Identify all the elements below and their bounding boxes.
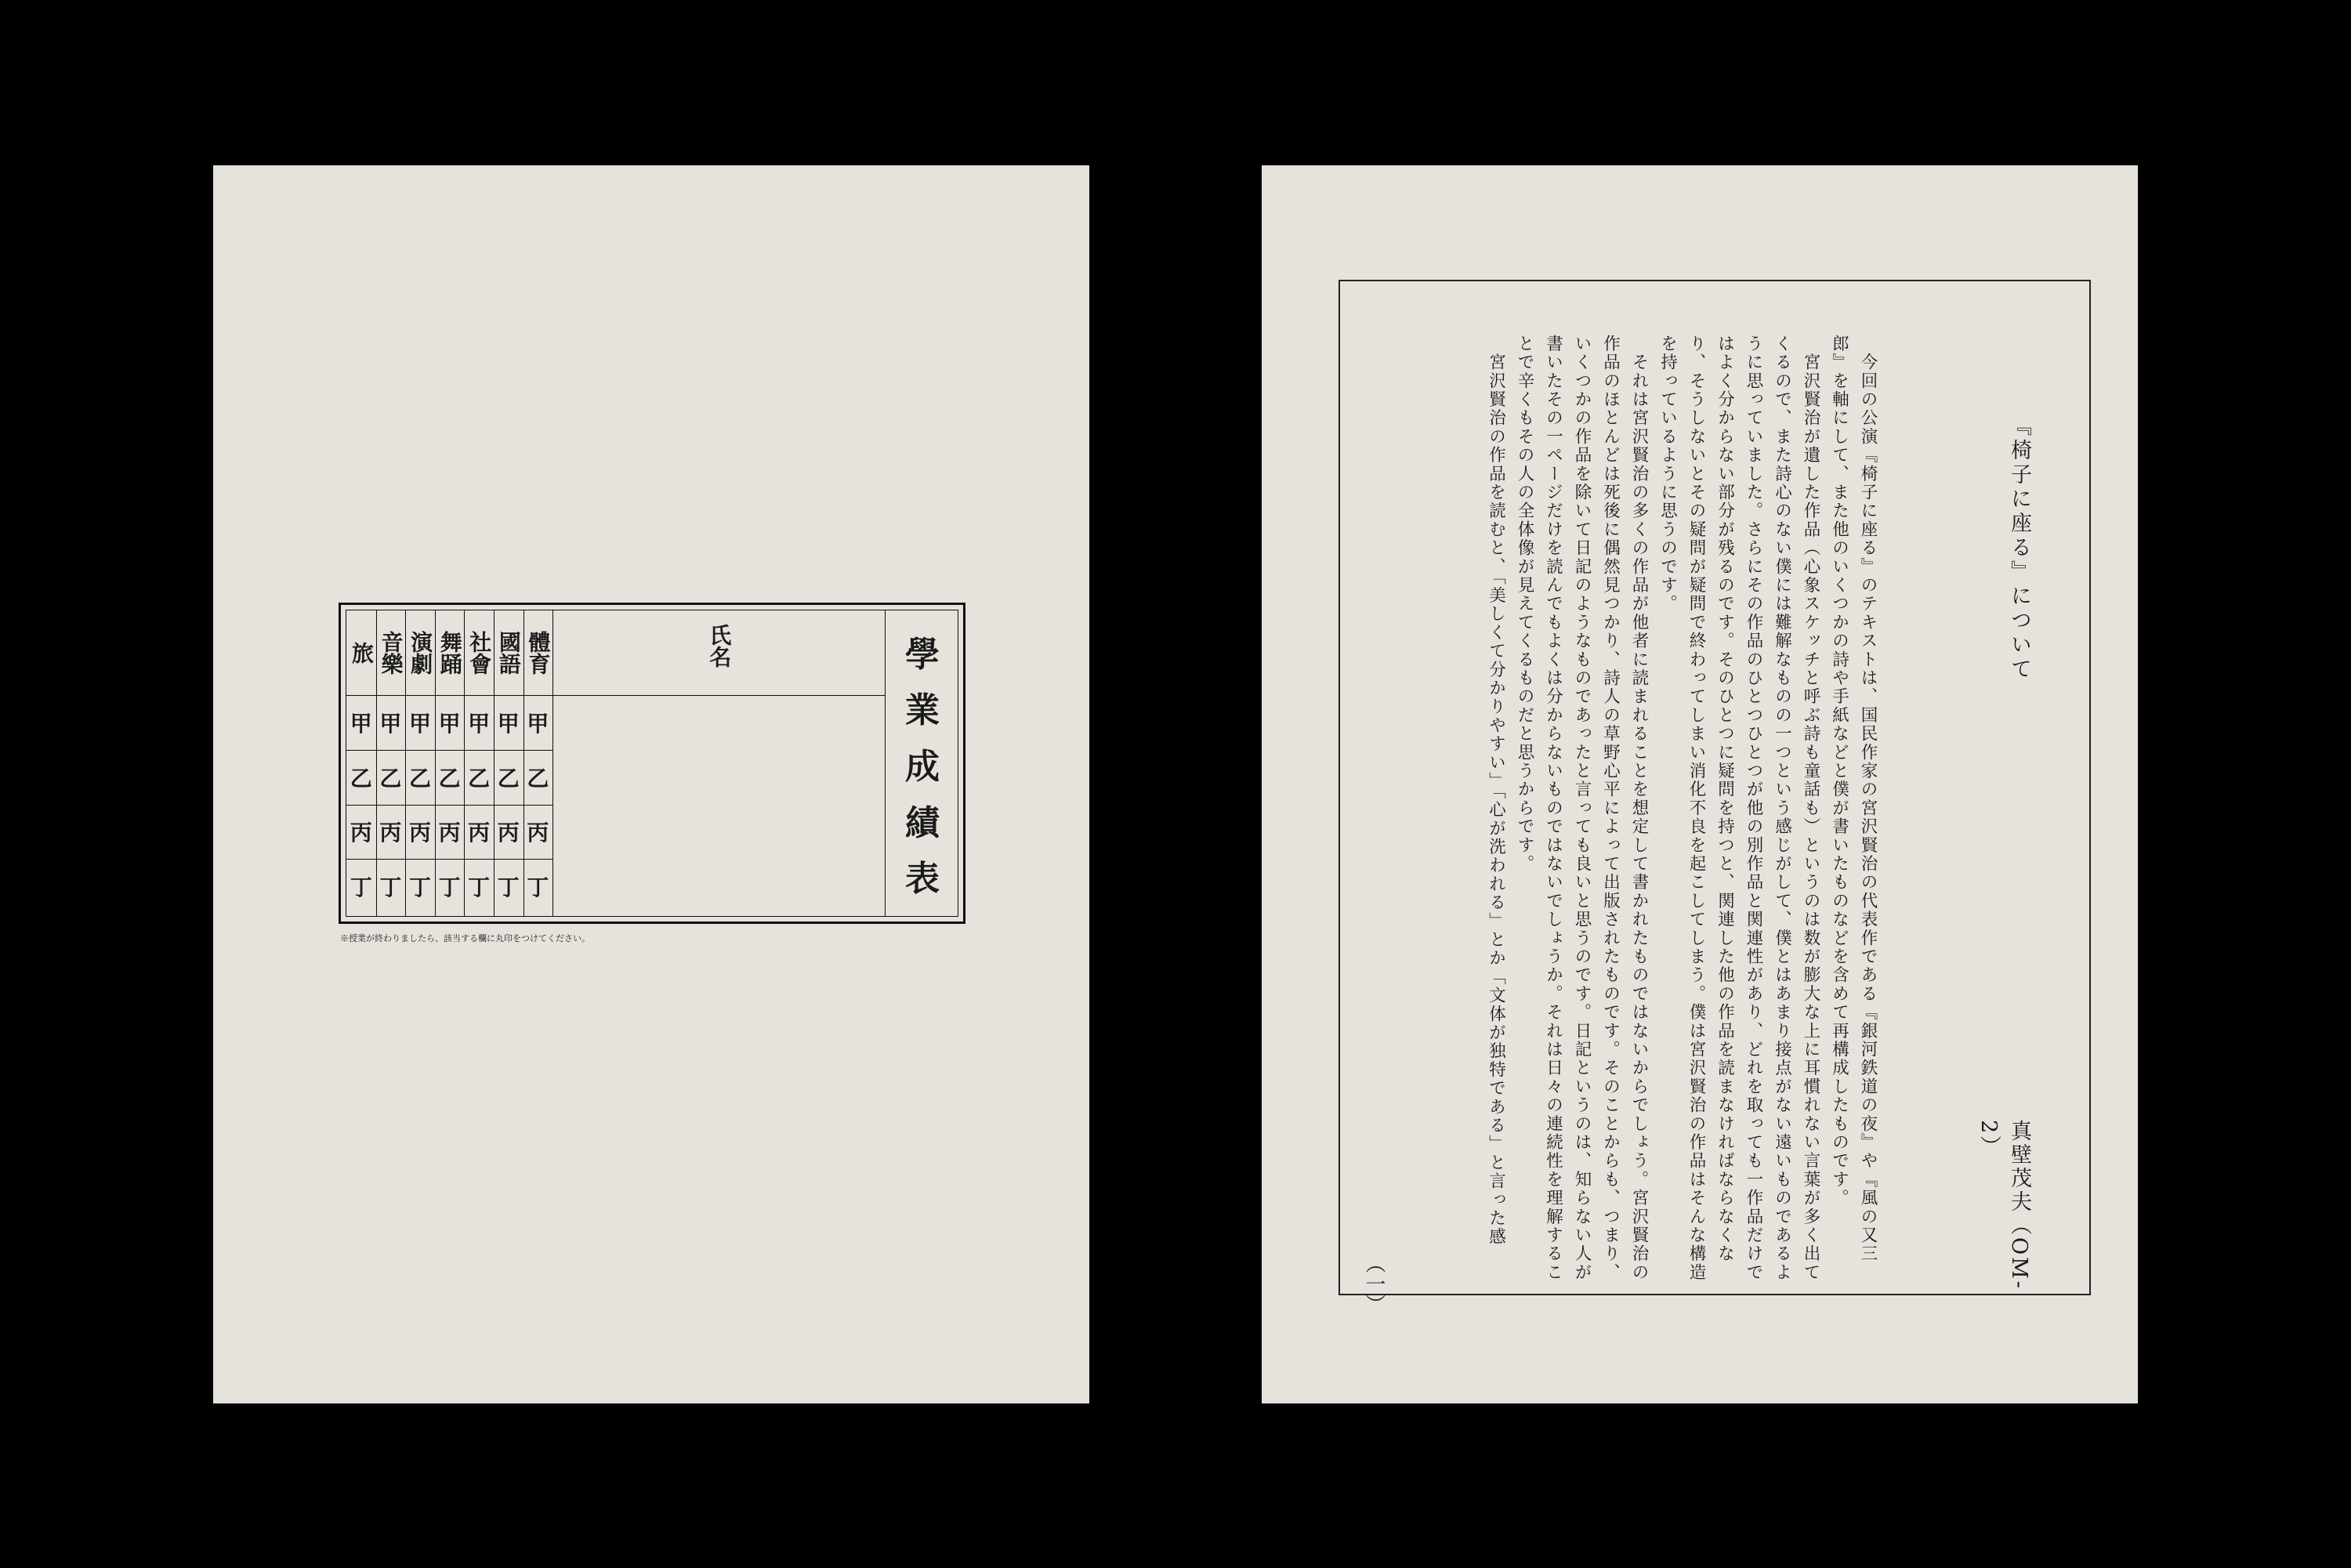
subject-header: 社會 [466,631,493,675]
report-title-char: 成 [905,746,940,787]
essay-paragraph: 宮沢賢治の作品を読むと、「美しくて分かりやすい」「心が洗われる」とか「文体が独特である」と言った感 [1486,335,1506,1247]
grade-cell[interactable]: 乙 [408,765,431,791]
report-title-char: 績 [905,802,940,843]
name-field[interactable] [552,695,885,914]
report-card-page [213,165,1089,1403]
grade-cell[interactable]: 乙 [527,765,549,791]
grade-cell[interactable]: 甲 [527,710,549,737]
grade-cell[interactable]: 丁 [379,875,402,901]
grade-cell[interactable]: 丁 [350,875,372,901]
essay-paragraph: それは宮沢賢治の多くの作品が他者に読まれることを想定して書かれたものではないからでしょう。宮沢賢治の作品のほとんどは死後に偶然見つかり、詩人の草野心平によって出版されたものです。そのことからも、つまり、いくつかの作品を除いて日記のようなものであったと言っても良いと思うのです。日記というのは、知らない人が書いたその一ページだけを読んでもよくは分からないものではないでしょうか。それは日々の連続性を理解することで辛くもその人の全体像が見えてくるものだと思うからです。 [1515,335,1649,1282]
grade-cell[interactable]: 丙 [468,820,491,846]
grade-report-table [339,603,965,924]
grade-cell[interactable]: 丙 [408,820,431,846]
essay-frame [1339,280,2091,1314]
grade-cell[interactable]: 丁 [408,875,431,901]
grade-cell[interactable]: 丙 [497,820,520,846]
grade-cell[interactable]: 乙 [438,765,461,791]
report-title [887,610,958,916]
grade-cell[interactable]: 乙 [379,765,402,791]
grade-cell[interactable]: 甲 [350,710,372,737]
report-title-char: 業 [905,690,940,731]
subject-header: 演劇 [408,631,434,675]
name-label: 氏名 [706,624,733,668]
grade-report-inner [346,610,958,917]
grade-cell[interactable]: 丙 [527,820,549,846]
grade-cell[interactable]: 甲 [379,710,402,737]
grade-cell[interactable]: 甲 [408,710,431,737]
essay-author: 真壁茂夫（OM-2） [1976,1120,2031,1291]
grade-cell[interactable]: 甲 [438,710,461,737]
subject-header: 體育 [525,631,552,675]
subject-header: 音樂 [378,631,404,675]
grade-cell[interactable]: 甲 [497,710,520,737]
essay-paragraph: 今回の公演『椅子に座る』のテキストは、国民作家の宮沢賢治の代表作である『銀河鉄道の夜』や『風の又三郎』を軸にして、また他のいくつかの詩や手紙などと僕が書いたものなどを含めて再構成したものです。 [1829,335,1878,1263]
instruction-note: ※授業が終わりましたら、該当する欄に丸印をつけてください。 [340,933,590,943]
essay-page [1262,165,2138,1403]
report-title-char: 學 [905,634,940,675]
grade-cell[interactable]: 乙 [497,765,520,791]
grade-cell[interactable]: 丁 [527,875,549,901]
page-number: （一） [1362,1253,1386,1314]
subject-header: 旅 [348,642,375,664]
grade-cell[interactable]: 丙 [350,820,372,846]
grade-cell[interactable]: 甲 [468,710,491,737]
subject-header: 舞踊 [437,631,463,675]
grade-cell[interactable]: 丁 [497,875,520,901]
grade-cell[interactable]: 丙 [438,820,461,846]
report-title-char: 表 [905,859,940,900]
grade-cell[interactable]: 乙 [350,765,372,791]
grade-cell[interactable]: 丁 [438,875,461,901]
title-divider [885,610,886,916]
grade-cell[interactable]: 丁 [468,875,491,901]
essay-body [1481,335,1882,1283]
subject-header: 國語 [495,631,522,675]
essay-title: 『椅子に座る』について [2007,415,2031,682]
essay-paragraph: 宮沢賢治が遺した作品（心象スケッチと呼ぶ詩も童話も）というのは数が膨大な上に耳慣れない言葉が多く出てくるので、また詩心のない僕には難解なものの一つという感じがして、僕とはあまり接点がない遠いものであるように思っていました。さらにその作品のひとつひとつが他の別作品と関連性があり、どれを取っても一作品だけではよく分からない部分が残るのです。そのひとつに疑問を持つと、関連した他の作品を読まなければならなくなり、そうしないとその疑問が疑問で終わってしまい消化不良を起こしてしまう。僕は宮沢賢治の作品はそんな構造を持っているように思うのです。 [1657,335,1820,1282]
grade-cell[interactable]: 丙 [379,820,402,846]
grade-cell[interactable]: 乙 [468,765,491,791]
